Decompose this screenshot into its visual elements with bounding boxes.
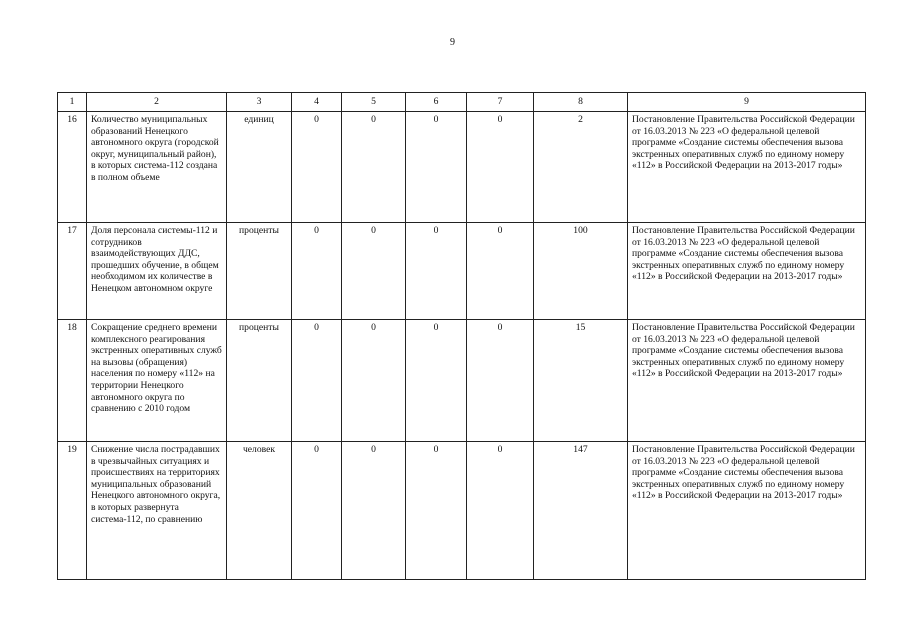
value-cell: 0 — [467, 112, 534, 223]
value-cell: 0 — [406, 223, 467, 320]
row-number: 16 — [58, 112, 87, 223]
table-row — [58, 112, 866, 223]
value-cell: 0 — [342, 112, 406, 223]
target-value: 2 — [534, 112, 628, 223]
header-cell: 9 — [628, 93, 866, 112]
value-cell: 0 — [467, 223, 534, 320]
value-cell: 0 — [292, 112, 342, 223]
row-number: 18 — [58, 320, 87, 442]
value-cell: 0 — [342, 223, 406, 320]
indicator-name: Сокращение среднего времени комплексного реагирования экстренных оперативных служб на вызовы (обращения) населения по номеру «112» на территории Ненецкого автономного округа по сравнению с 2010 годом — [87, 320, 227, 442]
table-row — [58, 442, 866, 580]
value-cell: 0 — [467, 320, 534, 442]
value-cell: 0 — [406, 320, 467, 442]
table-row — [58, 320, 866, 442]
indicator-name: Доля персонала системы-112 и сотрудников взаимодействующих ДДС, прошедших обучение, в общем необходимом их количестве в Ненецком автономном округе — [87, 223, 227, 320]
indicators-table — [57, 92, 866, 580]
value-cell: 0 — [342, 442, 406, 580]
header-cell: 1 — [58, 93, 87, 112]
value-cell: 0 — [406, 112, 467, 223]
target-value: 100 — [534, 223, 628, 320]
table-row — [58, 223, 866, 320]
header-cell: 3 — [227, 93, 292, 112]
value-cell: 0 — [406, 442, 467, 580]
header-cell: 4 — [292, 93, 342, 112]
value-cell: 0 — [292, 223, 342, 320]
row-number: 17 — [58, 223, 87, 320]
header-cell: 8 — [534, 93, 628, 112]
page-number: 9 — [450, 37, 455, 48]
value-cell: 0 — [292, 442, 342, 580]
header-cell: 7 — [467, 93, 534, 112]
legal-basis: Постановление Правительства Российской Федерации от 16.03.2013 № 223 «О федеральной целевой программе «Создание системы обеспечения вызова экстренных оперативных служб по единому номеру «112» в Российской Федерации на 2013-2017 годы» — [628, 442, 866, 580]
unit-of-measure: человек — [227, 442, 292, 580]
value-cell: 0 — [467, 442, 534, 580]
header-cell: 5 — [342, 93, 406, 112]
unit-of-measure: единиц — [227, 112, 292, 223]
legal-basis: Постановление Правительства Российской Федерации от 16.03.2013 № 223 «О федеральной целевой программе «Создание системы обеспечения вызова экстренных оперативных служб по единому номеру «112» в Российской Федерации на 2013-2017 годы» — [628, 223, 866, 320]
header-cell: 6 — [406, 93, 467, 112]
target-value: 147 — [534, 442, 628, 580]
legal-basis: Постановление Правительства Российской Федерации от 16.03.2013 № 223 «О федеральной целевой программе «Создание системы обеспечения вызова экстренных оперативных служб по единому номеру «112» в Российской Федерации на 2013-2017 годы» — [628, 112, 866, 223]
indicator-name: Количество муниципальных образований Ненецкого автономного округа (городской округ, муниципальный район), в которых система-112 создана в полном объеме — [87, 112, 227, 223]
value-cell: 0 — [292, 320, 342, 442]
header-cell: 2 — [87, 93, 227, 112]
value-cell: 0 — [342, 320, 406, 442]
header-row — [58, 93, 866, 112]
unit-of-measure: проценты — [227, 223, 292, 320]
target-value: 15 — [534, 320, 628, 442]
indicator-name: Снижение числа пострадавших в чрезвычайных ситуациях и происшествиях на территориях муниципальных образований Ненецкого автономного округа, в которых развернута система-112, по сравнению — [87, 442, 227, 580]
unit-of-measure: проценты — [227, 320, 292, 442]
legal-basis: Постановление Правительства Российской Федерации от 16.03.2013 № 223 «О федеральной целевой программе «Создание системы обеспечения вызова экстренных оперативных служб по единому номеру «112» в Российской Федерации на 2013-2017 годы» — [628, 320, 866, 442]
row-number: 19 — [58, 442, 87, 580]
